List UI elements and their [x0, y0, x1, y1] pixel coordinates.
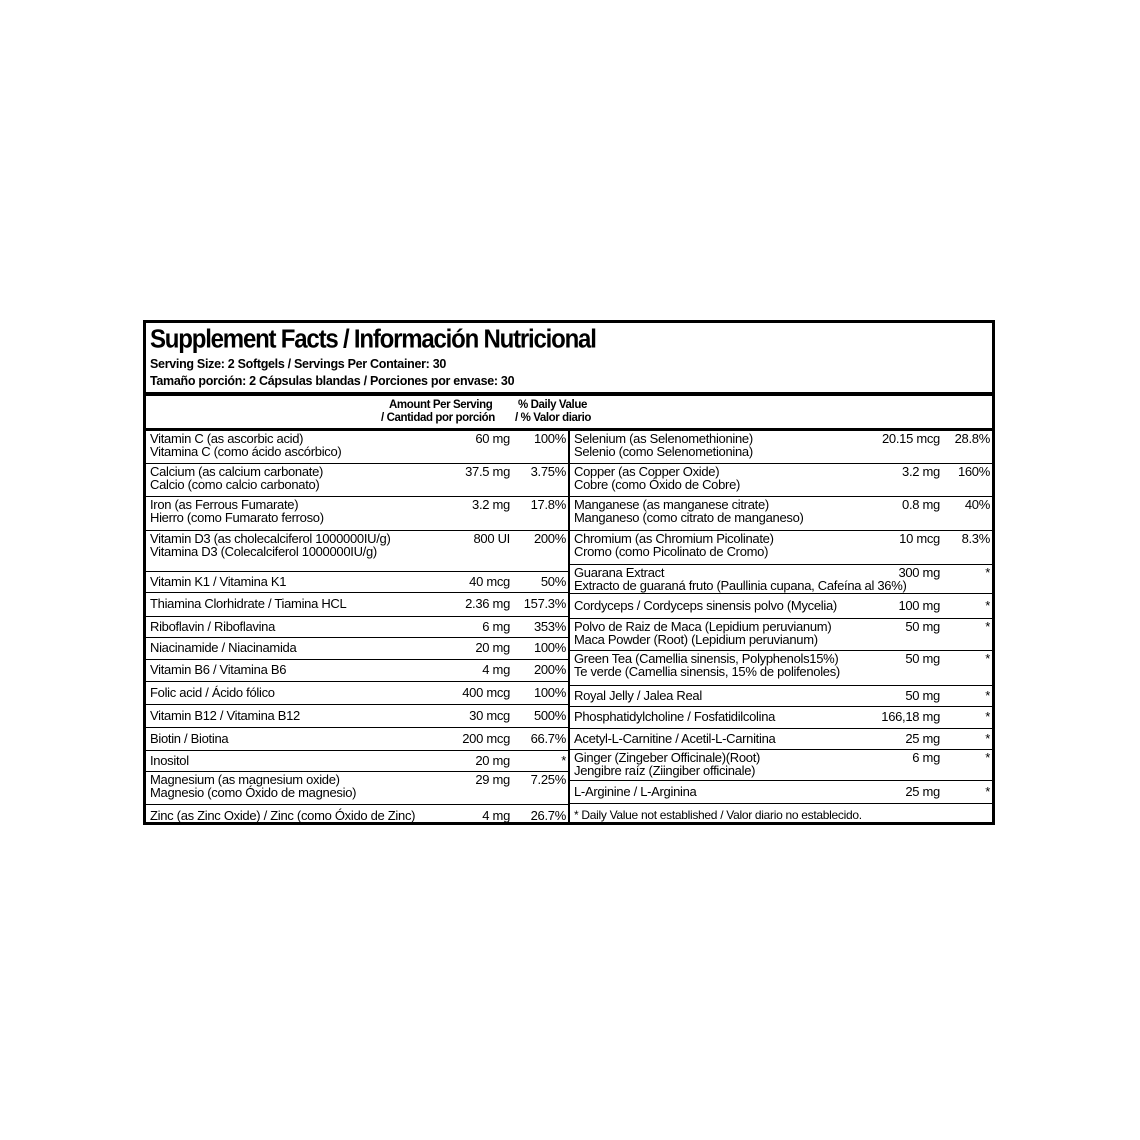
nutrient-daily-value: *: [985, 709, 990, 724]
nutrient-daily-value: *: [985, 619, 990, 634]
nutrient-daily-value: *: [985, 730, 990, 746]
nutrient-amount: 60 mg: [475, 431, 510, 446]
daily-value-footnote: * Daily Value not established / Valor diario no establecido.: [574, 808, 862, 822]
nutrient-daily-value: 157.3%: [523, 596, 566, 611]
nutrient-amount: 20.15 mcg: [881, 431, 940, 446]
nutrient-name-es: Magnesio (como Óxido de magnesio): [150, 785, 357, 800]
nutrient-name: Vitamin B12 / Vitamina B12: [150, 707, 300, 723]
nutrient-daily-value: 100%: [533, 640, 566, 655]
nutrient-name: Inositol: [150, 752, 189, 768]
nutrient-row: [146, 728, 568, 751]
nutrient-name: Vitamin D3 (as cholecalciferol 1000000IU/g): [150, 531, 391, 546]
dv-header-es: / % Valor diario: [515, 412, 592, 424]
nutrient-daily-value: 200%: [533, 531, 566, 546]
panel-title: Supplement Facts / Información Nutricional: [150, 325, 596, 355]
nutrient-amount: 100 mg: [898, 597, 940, 613]
nutrient-name: Copper (as Copper Oxide): [574, 464, 720, 479]
nutrient-daily-value: *: [985, 565, 990, 580]
nutrient-name-es: Te verde (Camellia sinensis, 15% de polifenoles): [574, 664, 840, 679]
nutrient-name: Vitamin K1 / Vitamina K1: [150, 573, 287, 589]
nutrient-amount: 0.8 mg: [902, 497, 940, 512]
supplement-facts-panel: [143, 320, 995, 825]
nutrient-daily-value: 500%: [533, 707, 566, 723]
nutrient-name-es: Cobre (como Óxido de Cobre): [574, 477, 741, 492]
nutrient-row: [570, 686, 992, 707]
nutrient-row: [570, 729, 992, 750]
nutrient-row: [146, 638, 568, 660]
nutrient-amount: 50 mg: [905, 651, 940, 666]
nutrient-name: Zinc (as Zinc Oxide) / Zinc (como Óxido de Zinc): [150, 807, 416, 823]
nutrient-daily-value: 17.8%: [530, 497, 566, 512]
nutrient-name: Manganese (as manganese citrate): [574, 497, 769, 512]
nutrient-daily-value: 160%: [957, 464, 990, 479]
nutrient-name: L-Arginine / L-Arginina: [574, 783, 697, 799]
nutrient-row: [146, 705, 568, 728]
nutrient-daily-value: *: [561, 752, 566, 768]
nutrient-daily-value: 8.3%: [961, 531, 990, 546]
nutrient-name-es: Vitamina C (como ácido ascórbico): [150, 444, 342, 459]
nutrient-name: Green Tea (Camellia sinensis, Polyphenols15%): [574, 651, 839, 666]
nutrient-daily-value: *: [985, 597, 990, 613]
dv-header-en: % Daily Value: [518, 399, 587, 411]
nutrient-row: [570, 781, 992, 804]
amount-header-es: / Cantidad por porción: [381, 412, 495, 424]
nutrient-amount: 3.2 mg: [472, 497, 510, 512]
nutrient-daily-value: *: [985, 687, 990, 703]
nutrient-daily-value: 66.7%: [530, 730, 566, 746]
nutrient-amount: 25 mg: [905, 730, 940, 746]
nutrient-amount: 50 mg: [905, 687, 940, 703]
nutrient-name: Ginger (Zingeber Officinale)(Root): [574, 750, 761, 765]
nutrient-name: Magnesium (as magnesium oxide): [150, 772, 340, 787]
nutrient-daily-value: 100%: [533, 431, 566, 446]
nutrient-amount: 200 mcg: [462, 730, 510, 746]
nutrient-daily-value: 3.75%: [530, 464, 566, 479]
nutrient-amount: 6 mg: [912, 750, 940, 765]
thick-divider: [146, 392, 992, 396]
nutrient-daily-value: 26.7%: [530, 807, 566, 823]
nutrient-name-es: Hierro (como Fumarato ferroso): [150, 510, 324, 525]
nutrient-row: [146, 464, 568, 497]
nutrient-row: [146, 617, 568, 638]
nutrient-amount: 6 mg: [482, 618, 510, 634]
nutrient-name: Selenium (as Selenomethionine): [574, 431, 753, 446]
nutrient-daily-value: *: [985, 783, 990, 799]
nutrient-row: [570, 594, 992, 619]
nutrient-row: [146, 772, 568, 805]
nutrient-name-es: Calcio (como calcio carbonato): [150, 477, 320, 492]
nutrient-amount: 3.2 mg: [902, 464, 940, 479]
nutrient-name: Guarana Extract: [574, 565, 665, 580]
nutrient-amount: 29 mg: [475, 772, 510, 787]
nutrient-daily-value: 100%: [533, 684, 566, 700]
nutrient-name: Iron (as Ferrous Fumarate): [150, 497, 299, 512]
nutrient-row: [146, 497, 568, 531]
nutrient-amount: 400 mcg: [462, 684, 510, 700]
nutrient-name: Royal Jelly / Jalea Real: [574, 687, 702, 703]
nutrient-row: [146, 431, 568, 464]
nutrient-row: [146, 751, 568, 772]
nutrient-row: [146, 682, 568, 705]
nutrient-name: Polvo de Raiz de Maca (Lepidium peruvianum): [574, 619, 832, 634]
nutrient-amount: 10 mcg: [899, 531, 940, 546]
nutrient-amount: 25 mg: [905, 783, 940, 799]
nutrient-name-es: Selenio (como Selenometionina): [574, 444, 753, 459]
nutrient-row: [570, 431, 992, 464]
nutrient-name: Calcium (as calcium carbonate): [150, 464, 324, 479]
nutrient-amount: 50 mg: [905, 619, 940, 634]
nutrient-name: Chromium (as Chromium Picolinate): [574, 531, 774, 546]
nutrient-daily-value: 40%: [964, 497, 990, 512]
nutrient-amount: 4 mg: [482, 807, 510, 823]
nutrient-row: [146, 593, 568, 617]
nutrient-name: Acetyl-L-Carnitine / Acetil-L-Carnitina: [574, 730, 776, 746]
nutrient-row: [570, 651, 992, 686]
nutrient-name: Riboflavin / Riboflavina: [150, 618, 276, 634]
nutrient-amount: 40 mcg: [469, 573, 510, 589]
nutrient-name-es: Manganeso (como citrato de manganeso): [574, 510, 804, 525]
nutrient-row: [146, 531, 568, 572]
nutrient-name: Vitamin C (as ascorbic acid): [150, 431, 304, 446]
nutrient-name-es: Extracto de guaraná fruto (Paullinia cupana, Cafeína al 36%): [574, 578, 907, 593]
nutrient-name: Cordyceps / Cordyceps sinensis polvo (Mycelia): [574, 597, 837, 613]
nutrient-name: Thiamina Clorhidrate / Tiamina HCL: [150, 596, 347, 611]
nutrient-name: Vitamin B6 / Vitamina B6: [150, 662, 287, 677]
nutrient-name-es: Cromo (como Picolinato de Cromo): [574, 544, 769, 559]
nutrient-name: Phosphatidylcholine / Fosfatidilcolina: [574, 709, 776, 724]
nutrient-amount: 300 mg: [898, 565, 940, 580]
nutrient-row: [570, 619, 992, 651]
amount-header-en: Amount Per Serving: [389, 399, 493, 411]
nutrient-amount: 166,18 mg: [881, 709, 940, 724]
nutrient-amount: 20 mg: [475, 640, 510, 655]
nutrient-name-es: Maca Powder (Root) (Lepidium peruvianum): [574, 632, 818, 647]
nutrient-amount: 30 mcg: [469, 707, 510, 723]
serving-size-en: Serving Size: 2 Softgels / Servings Per Container: 30: [150, 357, 447, 371]
nutrient-daily-value: 353%: [533, 618, 566, 634]
nutrient-amount: 20 mg: [475, 752, 510, 768]
nutrient-name: Folic acid / Ácido fólico: [150, 684, 275, 700]
nutrient-amount: 37.5 mg: [465, 464, 510, 479]
nutrient-daily-value: *: [985, 651, 990, 666]
nutrient-name-es: Vitamina D3 (Colecalciferol 1000000IU/g): [150, 544, 377, 559]
nutrient-daily-value: 7.25%: [530, 772, 566, 787]
nutrient-daily-value: *: [985, 750, 990, 765]
nutrient-amount: 800 UI: [473, 531, 510, 546]
nutrient-row: [570, 565, 992, 594]
nutrient-row: [146, 572, 568, 593]
nutrient-row: [570, 497, 992, 531]
nutrient-name: Niacinamide / Niacinamida: [150, 640, 297, 655]
nutrient-row: [146, 660, 568, 682]
nutrient-name: Biotin / Biotina: [150, 730, 229, 746]
nutrient-row: [570, 707, 992, 729]
nutrient-daily-value: 50%: [540, 573, 566, 589]
serving-size-es: Tamaño porción: 2 Cápsulas blandas / Porciones por envase: 30: [150, 374, 515, 388]
nutrient-row: [570, 464, 992, 497]
nutrient-row: [570, 531, 992, 565]
nutrient-name-es: Jengibre raíz (Ziingiber officinale): [574, 763, 756, 778]
nutrient-row: [146, 805, 568, 828]
nutrient-row: [570, 750, 992, 781]
nutrient-amount: 4 mg: [482, 662, 510, 677]
nutrient-daily-value: 200%: [533, 662, 566, 677]
nutrient-daily-value: 28.8%: [954, 431, 990, 446]
nutrient-amount: 2.36 mg: [465, 596, 510, 611]
